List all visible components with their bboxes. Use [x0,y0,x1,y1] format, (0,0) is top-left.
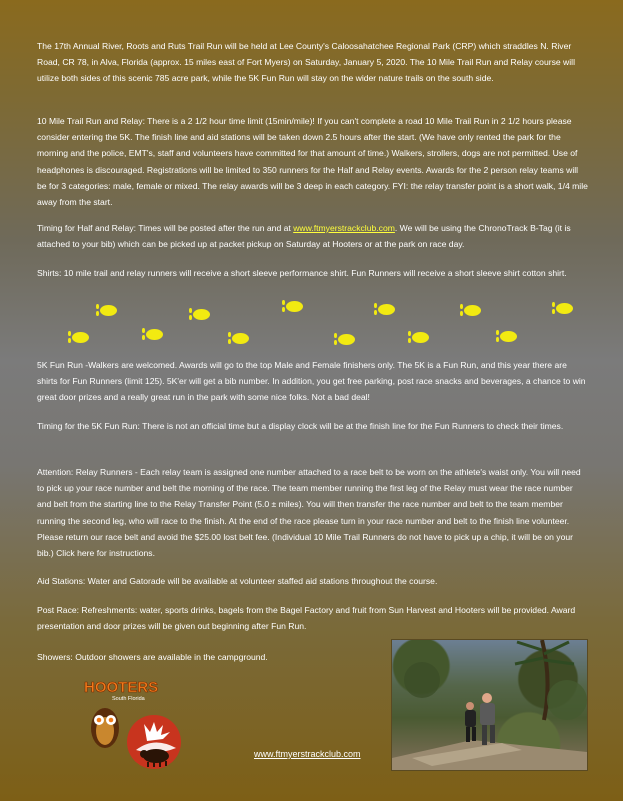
footprint-trail [55,293,575,353]
timing-5k-paragraph: Timing for the 5K Fun Run: There is not an official time but a display clock will be at the finish line for the Fun Runners to check their times. [37,421,564,431]
timing-half-paragraph [37,220,589,252]
timing-half-text-2: . We will be using the ChronoTrack B-Tag (it is attached to your bib) which can be picked up at packet pickup on Saturday at Hooters or at the park on race day. [37,223,571,250]
footprint-icon [459,302,483,320]
footprint-icon [373,301,397,319]
relay-attention-paragraph: Attention: Relay Runners - Each relay team is assigned one number attached to a race belt to be worn on the athlete's waist only. You will need to pick up your race number and belt the morning of the race. The team member running the first leg of the Relay must wear the race number and belt from the starting line to the Relay Transfer Point (5.0 ± miles). You will then transfer the race number and belt to the team member running the second leg, who will race to the finish. At the end of the race please turn in your race number and belt to the finish line volunteer. Please return our race belt and avoid the $25.00 lost belt fee. (Individual 10 Mile Trail Runners do not have to pick up a chip, it will be on your bib.) Click here for instructions. [37,467,581,559]
footprint-icon [141,326,165,344]
footprint-icon [333,331,357,349]
footprint-icon [407,329,431,347]
footprint-icon [495,328,519,346]
footprint-icon [95,302,119,320]
svg-text:HOOTERS: HOOTERS [84,679,159,696]
footprint-icon [188,306,212,324]
ten-mile-paragraph: 10 Mile Trail Run and Relay: There is a 2 1/2 hour time limit (15min/mile)! If you can't complete a road 10 Mile Trail Run in 2 1/2 hours please consider entering the 5K. The finish line and aid stations will be taken down 2.5 hours after the start. (We have only rented the park for the morning and the police, EMT's, staff and volunteers have committed for that amount of time.) Walkers, strollers, dogs are not permitted. Use of headphones is discouraged. Registrations will be limited to 350 runners for the Half and Relay events. Awards for the 2 person relay teams will be for 3 categories: male, female or mixed. The relay awards will be 3 deep in each category. FYI: the relay transfer point is a short walk, 1/4 mile away from the start. [37,116,588,208]
footprint-icon [227,330,251,348]
fun-run-paragraph: 5K Fun Run -Walkers are welcomed. Awards will go to the top Male and Female finishers only. The 5K is a Fun Run, and this year there are shirts for Fun Runners (limit 125). 5K'er will get a bib number. In addition, you get free parking, post race snacks and beverages, a chance to win great door prizes and a really great run in the park with some nice folks. Not a bad deal! [37,360,586,403]
hooters-owl-icon [78,676,188,771]
timing-results-link[interactable]: www.ftmyerstrackclub.com [293,223,395,233]
footer-website-link[interactable]: www.ftmyerstrackclub.com [254,749,361,759]
post-race-paragraph: Post Race: Refreshments: water, sports drinks, bagels from the Bagel Factory and fruit from Sun Harvest and Hooters will be provided. Award presentation and door prizes will be given out beginning after Fun Run. [37,605,576,632]
svg-text:South Florida: South Florida [112,696,145,702]
footprint-icon [67,329,91,347]
shirts-paragraph: Shirts: 10 mile trail and relay runners will receive a short sleeve performance shirt. Fun Runners will receive a short sleeve shirt cotton shirt. [37,268,567,278]
footprint-icon [551,300,575,318]
showers-paragraph: Showers: Outdoor showers are available in the campground. [37,652,268,662]
aid-stations-paragraph: Aid Stations: Water and Gatorade will be available at volunteer staffed aid stations throughout the course. [37,576,438,586]
intro-paragraph: The 17th Annual River, Roots and Ruts Trail Run will be held at Lee County's Caloosahatchee Regional Park (CRP) which straddles N. River Road, CR 78, in Alva, Florida (approx. 15 miles east of Fort Myers) on Saturday, January 5, 2020. The 10 Mile Trail Run and Relay course will utilize both sides of this scenic 785 acre park, while the 5K Fun Run will stay on the wider nature trails on the south side. [37,41,575,84]
trail-runners-photo [391,639,588,771]
timing-half-text: Timing for Half and Relay: Times will be posted after the run and at [37,223,294,233]
hooters-logo [78,676,188,771]
footprint-icon [281,298,305,316]
trail-runners-image [392,640,587,770]
